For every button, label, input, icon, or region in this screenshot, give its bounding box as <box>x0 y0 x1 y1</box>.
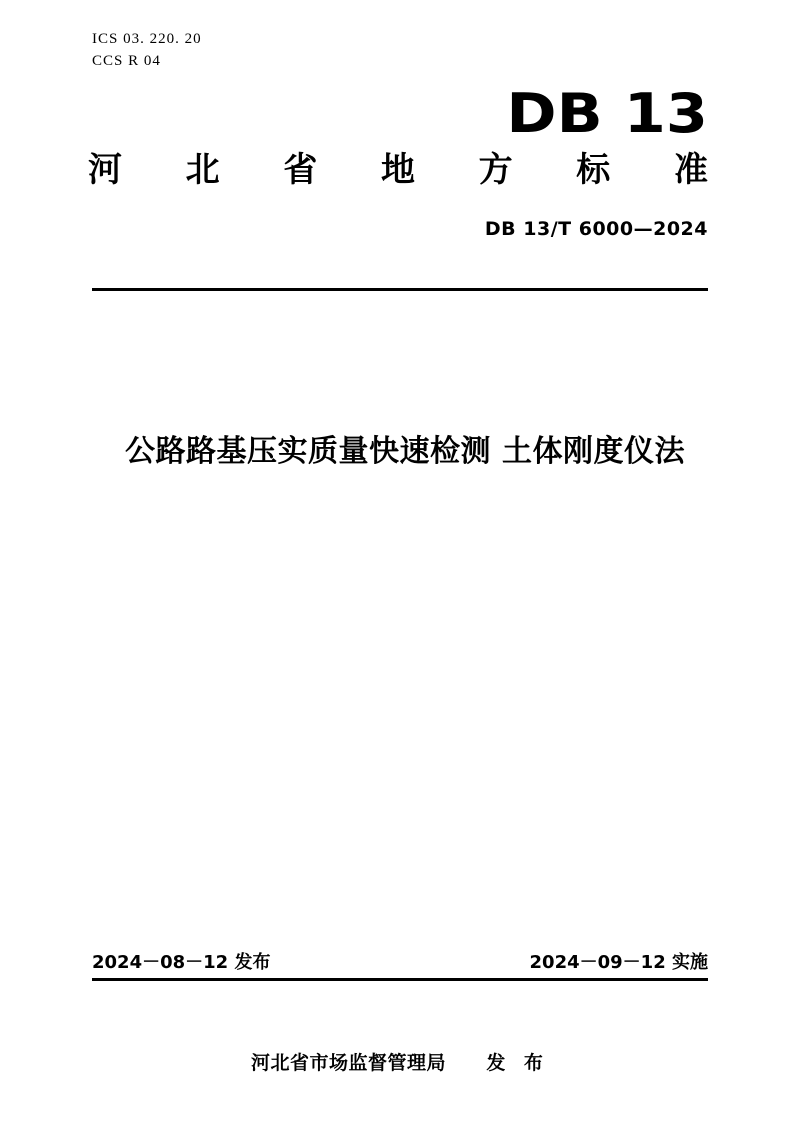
title-char-1: 河 <box>88 150 122 190</box>
publisher-action: 发 布 <box>486 1052 549 1074</box>
document-title: 公路路基压实质量快速检测 土体刚度仪法 <box>125 434 685 469</box>
footer-divider <box>92 978 708 981</box>
title-char-5: 方 <box>478 150 513 190</box>
issue-date: 2024－08－12 发布 <box>92 952 271 973</box>
title-char-4: 地 <box>380 150 415 190</box>
date-row <box>92 950 708 976</box>
effective-date: 2024－09－12 实施 <box>529 952 708 973</box>
header-divider <box>92 288 708 291</box>
ics-code: ICS 03. 220. 20 <box>92 31 202 47</box>
title-char-7: 准 <box>673 150 708 190</box>
classification-codes <box>92 28 202 72</box>
title-char-2: 北 <box>185 150 220 190</box>
ccs-code: CCS R 04 <box>92 53 161 69</box>
standard-number: DB 13/T 6000—2024 <box>484 218 708 240</box>
publisher-line <box>0 1048 800 1075</box>
title-char-3: 省 <box>283 150 318 190</box>
publisher-name: 河北省市场监督管理局 <box>251 1052 447 1074</box>
db13-logo: DB 13 <box>506 82 708 145</box>
provincial-standard-title <box>88 148 708 192</box>
title-char-6: 标 <box>576 150 611 190</box>
